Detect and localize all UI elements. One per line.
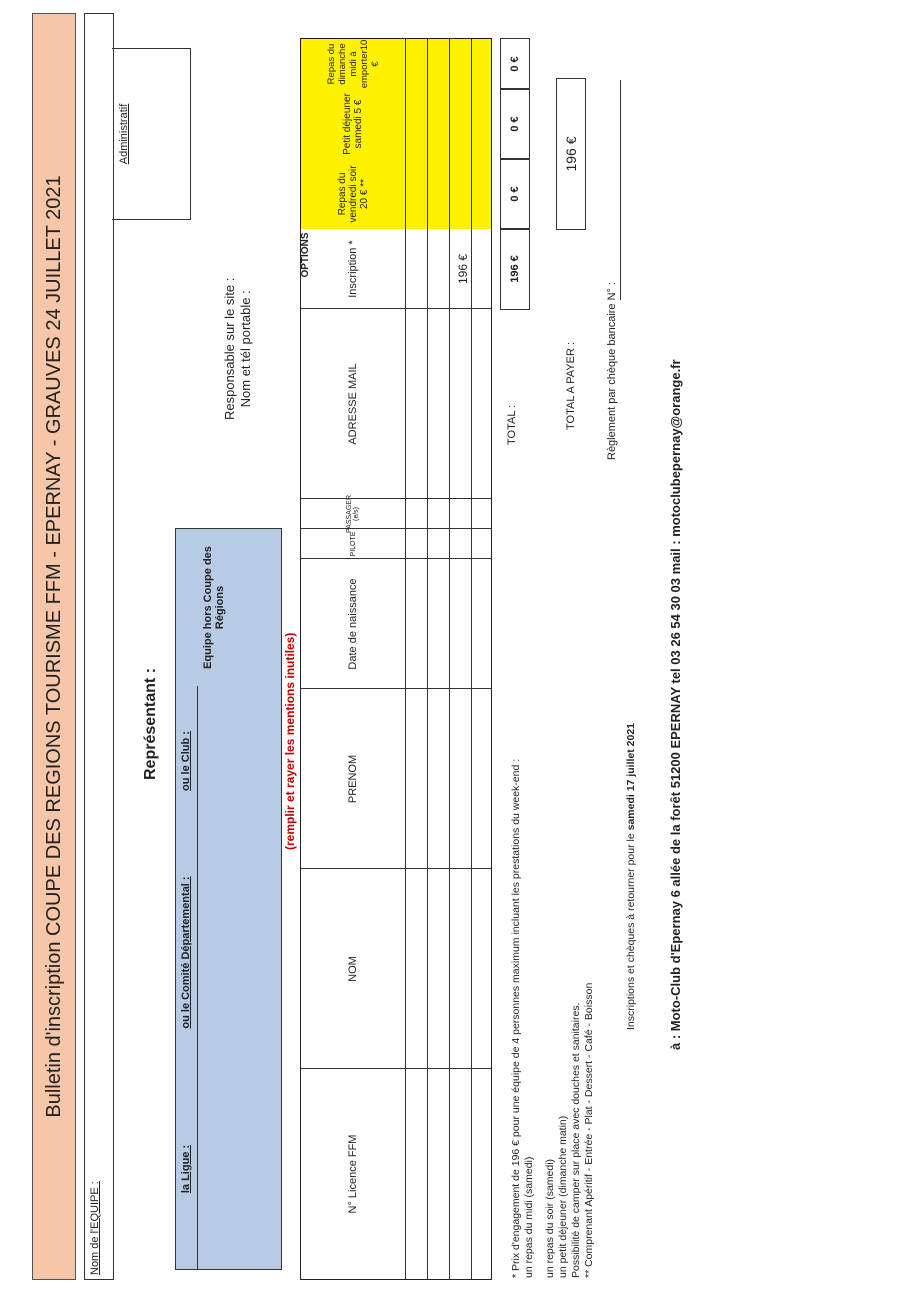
total-a-payer-label: TOTAL A PAYER : bbox=[565, 341, 577, 430]
table-row[interactable] bbox=[471, 39, 472, 1279]
header-mail: ADRESSE MAIL bbox=[301, 309, 406, 499]
team-name-field[interactable] bbox=[84, 13, 114, 1280]
header-repas-vendredi: Repas du vendredi soir 20 € ** bbox=[301, 159, 406, 229]
responsable-line2: Nom et tél portable : bbox=[238, 290, 253, 408]
comite-label: ou le Comité Départemental : bbox=[180, 876, 192, 1029]
total-petit-dej: 0 € bbox=[500, 88, 530, 160]
total-label: TOTAL : bbox=[506, 404, 518, 445]
responsable-line1: Responsable sur le site : bbox=[222, 277, 237, 420]
retour-date: samedi 17 juillet 2021 bbox=[625, 722, 637, 831]
options-label: OPTIONS bbox=[300, 232, 311, 278]
note-line6: ** Comprenant Apéritif - Entrée - Plat - Dessert - Café - Boisson bbox=[583, 982, 595, 1278]
col-petit-dej bbox=[301, 88, 491, 159]
page-title: Bulletin d'inscription COUPE DES REGIONS TOURISME FFM - EPERNAY - GRAUVES 24 JUILLET 2021 bbox=[32, 13, 76, 1280]
col-passager bbox=[301, 495, 491, 533]
table-row[interactable] bbox=[427, 39, 428, 1279]
header-prenom: PRENOM bbox=[301, 689, 406, 869]
retour-prefix: Inscriptions et chèques à retourner pour le bbox=[625, 833, 637, 1030]
header-repas-dimanche: Repas du dimanche midi à emporter10 € bbox=[301, 39, 406, 89]
responsable-site bbox=[222, 278, 254, 420]
col-repas-vendredi bbox=[301, 158, 491, 229]
col-pilote bbox=[301, 528, 491, 559]
col-repas-dimanche bbox=[301, 39, 491, 89]
total-repas-dimanche: 0 € bbox=[500, 38, 530, 90]
header-naissance: Date de naissance bbox=[301, 559, 406, 689]
note-line4: un petit déjeuner (dimanche matin) bbox=[557, 1115, 569, 1278]
club-label: ou le Club : bbox=[180, 731, 192, 791]
hors-coupe-cell[interactable] bbox=[176, 529, 281, 686]
header-licence: N° Licence FFM bbox=[301, 1069, 406, 1279]
administratif-label: Administratif bbox=[118, 103, 130, 165]
table-row[interactable] bbox=[449, 39, 450, 1279]
total-repas-vendredi: 0 € bbox=[500, 158, 530, 230]
participants-table bbox=[300, 38, 492, 1280]
cheque-line bbox=[620, 80, 621, 300]
retour-note bbox=[625, 723, 638, 1030]
header-nom: NOM bbox=[301, 869, 406, 1069]
header-inscription: Inscription * bbox=[301, 229, 406, 309]
note-line2: un repas du midi (samedi) bbox=[523, 1156, 535, 1278]
col-naissance bbox=[301, 558, 491, 689]
col-prenom bbox=[301, 688, 491, 869]
header-petit-dej: Petit déjeuner samedi 5 € bbox=[301, 89, 406, 159]
col-inscription bbox=[301, 228, 491, 309]
mentions-note: (remplir et rayer les mentions inutiles) bbox=[283, 632, 297, 850]
notes-block bbox=[510, 618, 596, 1278]
total-a-payer-value: 196 € bbox=[556, 78, 586, 230]
administratif-box bbox=[112, 48, 191, 220]
representative-table bbox=[175, 528, 282, 1270]
team-name-label: Nom de l'EQUIPE : bbox=[89, 1181, 101, 1275]
footer-address: à : Moto-Club d'Epernay 6 allée de la forêt 51200 EPERNAY tel 03 26 54 30 03 mail : motoclubepernay@orange.fr bbox=[668, 359, 683, 1050]
col-nom bbox=[301, 868, 491, 1069]
note-line1: * Prix d'engagement de 196 € pour une équipe de 4 personnes maximum incluant les prestations du week-end : bbox=[510, 758, 522, 1278]
cheque-label: Règlement par chèque bancaire N° : bbox=[606, 281, 618, 460]
inscription-value: 196 € bbox=[456, 253, 470, 285]
rep-header-line bbox=[176, 686, 198, 1269]
header-pilote: PILOTE bbox=[301, 529, 406, 559]
note-line5: Possibilité de camper sur place avec douches et sanitaires. bbox=[570, 1002, 582, 1278]
col-mail bbox=[301, 308, 491, 499]
hors-coupe-label: Equipe hors Coupe des Régions bbox=[202, 546, 226, 669]
note-line3: un repas du soir (samedi) bbox=[544, 1158, 556, 1278]
total-inscription: 196 € bbox=[500, 228, 530, 310]
ligue-label: la Ligue : bbox=[180, 1144, 192, 1194]
header-passager: PASSAGER (e/s) bbox=[301, 499, 406, 529]
representant-label: Représentant : bbox=[142, 667, 159, 780]
col-licence bbox=[301, 1068, 491, 1279]
